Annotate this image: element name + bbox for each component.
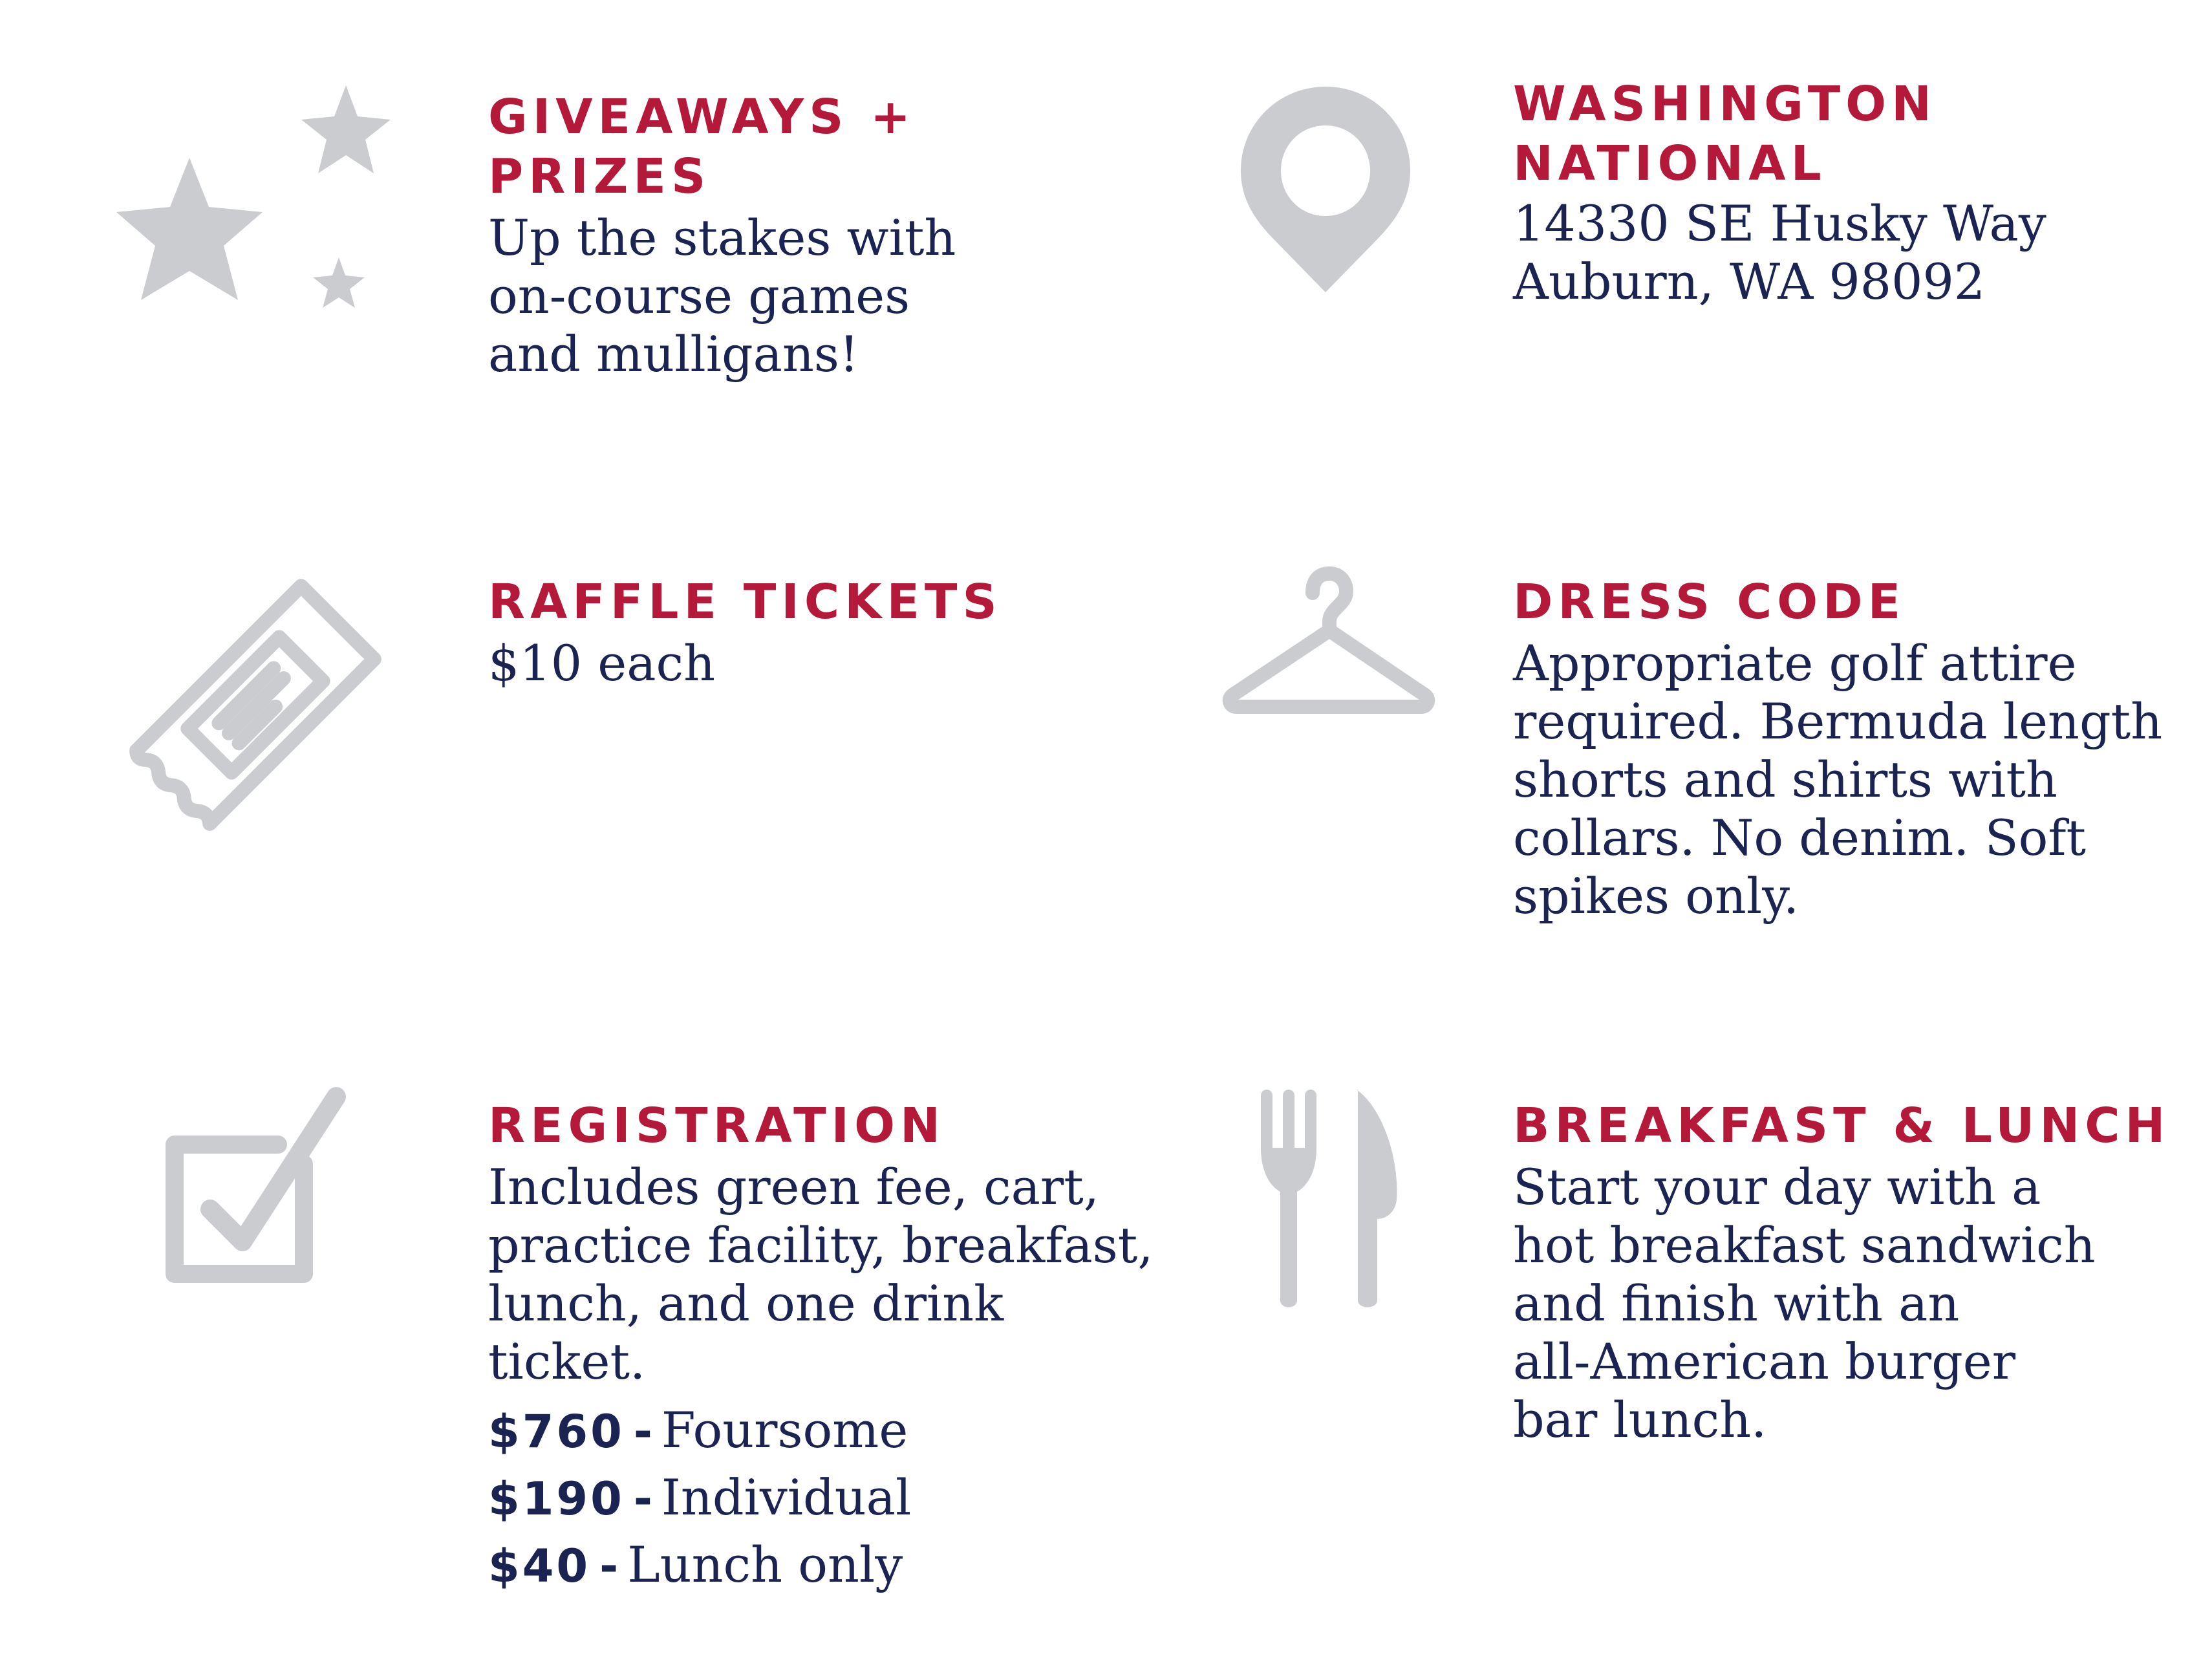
price-separator: - bbox=[633, 1405, 652, 1458]
checkbox-icon bbox=[162, 1086, 349, 1287]
raffle-heading: RAFFLE TICKETS bbox=[488, 574, 1002, 630]
price-amount: $190 bbox=[488, 1472, 625, 1525]
registration-heading: REGISTRATION bbox=[488, 1098, 945, 1154]
price-separator: - bbox=[599, 1540, 619, 1593]
price-separator: - bbox=[633, 1472, 652, 1525]
price-row-individual bbox=[488, 1465, 1199, 1532]
hanger-icon bbox=[1222, 566, 1435, 721]
dress-code-description: Appropriate golf attire required. Bermuda length shorts and shirts with collars. No denim. Soft spikes only. bbox=[1513, 634, 2163, 925]
meals-description: Start your day with a hot breakfast sandwich and finish with an all-American burger bar lunch. bbox=[1513, 1158, 2096, 1448]
registration-price-list bbox=[488, 1397, 1199, 1599]
fork-knife-icon bbox=[1261, 1090, 1403, 1309]
meals-heading: BREAKFAST & LUNCH bbox=[1513, 1098, 2171, 1154]
location-heading: WASHINGTON NATIONAL bbox=[1513, 76, 1937, 191]
price-row-foursome bbox=[488, 1397, 1199, 1465]
section-location bbox=[1513, 74, 2192, 311]
location-address: 14330 SE Husky Way Auburn, WA 98092 bbox=[1513, 195, 2046, 310]
section-giveaways bbox=[488, 87, 1135, 383]
price-amount: $760 bbox=[488, 1405, 625, 1458]
ticket-icon bbox=[113, 563, 398, 847]
price-label: Foursome bbox=[661, 1401, 908, 1459]
dress-code-heading: DRESS CODE bbox=[1513, 574, 1906, 630]
stars-icon bbox=[103, 84, 414, 330]
registration-description: Includes green fee, cart, practice facility, breakfast, lunch, and one drink ticket. bbox=[488, 1158, 1154, 1390]
price-label: Lunch only bbox=[627, 1536, 903, 1593]
giveaways-description: Up the stakes with on-course games and mulligans! bbox=[488, 209, 956, 383]
section-dress-code bbox=[1513, 572, 2192, 925]
map-pin-icon bbox=[1238, 84, 1413, 297]
raffle-price: $10 each bbox=[488, 634, 716, 692]
section-raffle bbox=[488, 572, 1135, 693]
price-amount: $40 bbox=[488, 1540, 591, 1593]
section-meals bbox=[1513, 1096, 2192, 1449]
section-registration bbox=[488, 1096, 1199, 1599]
giveaways-heading: GIVEAWAYS + PRIZES bbox=[488, 89, 916, 204]
price-row-lunch-only bbox=[488, 1532, 1199, 1599]
price-label: Individual bbox=[661, 1469, 912, 1526]
